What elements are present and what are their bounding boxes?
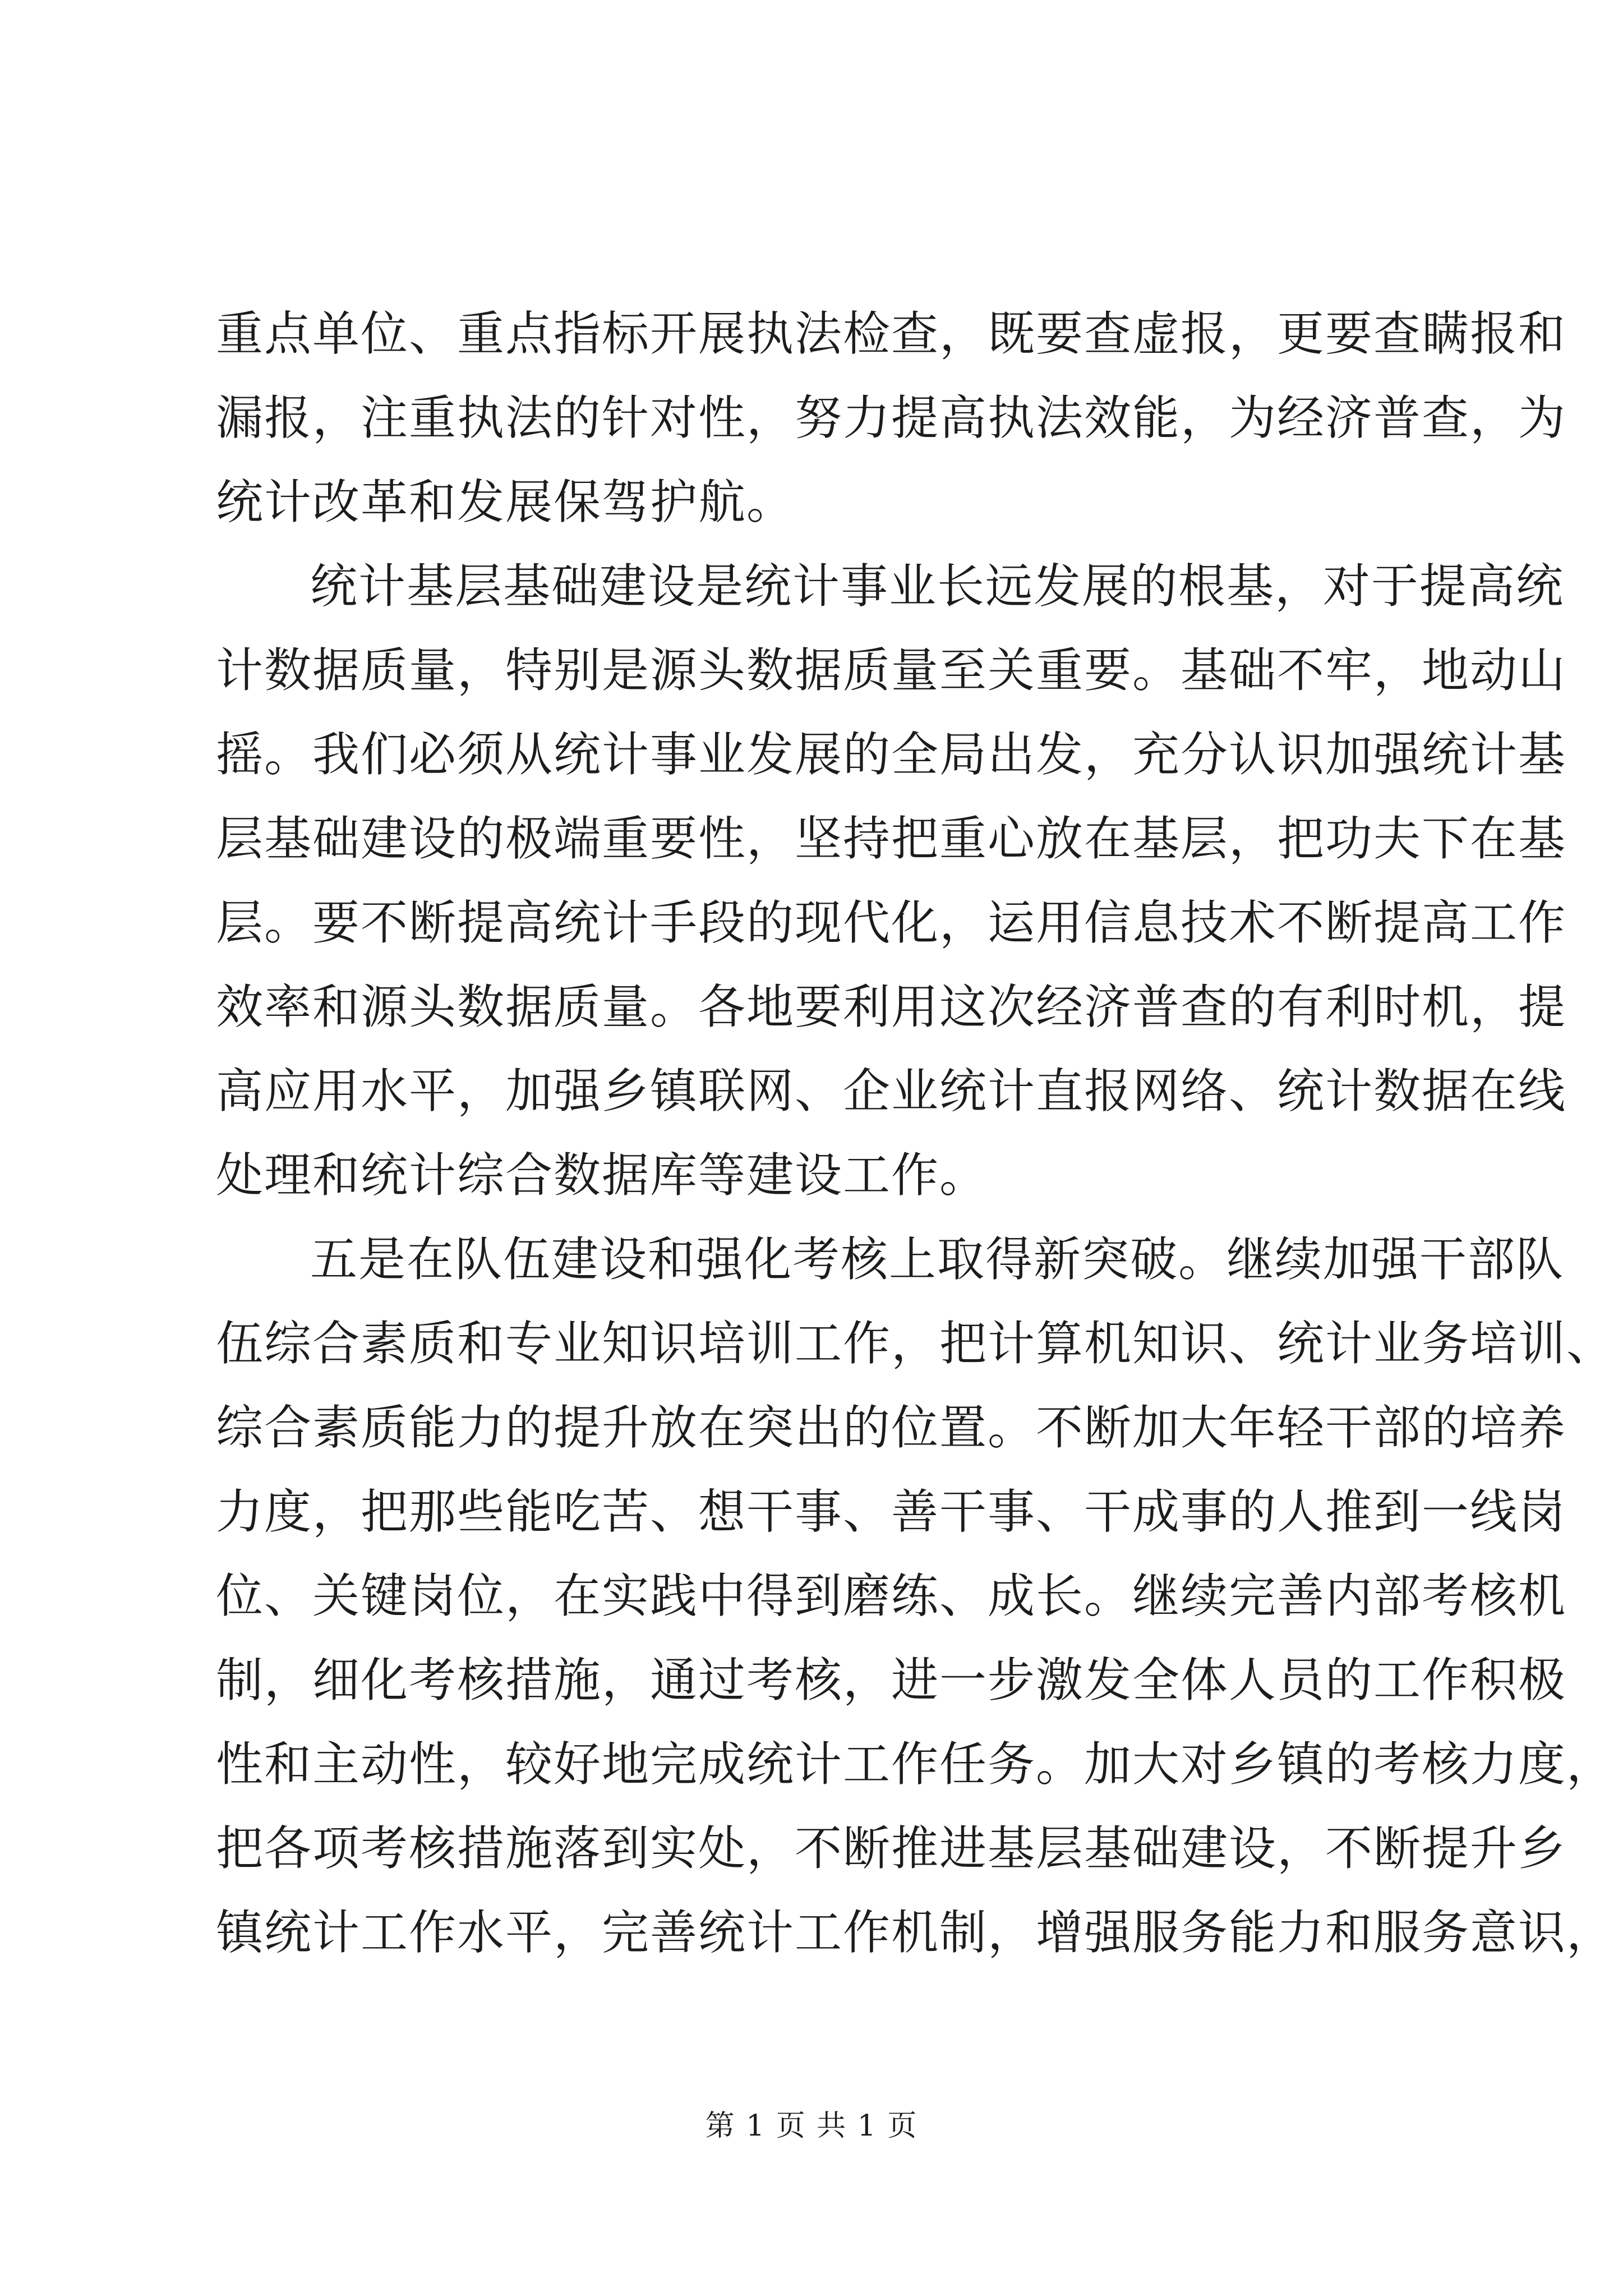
text-line: 摇。我们必须从统计事业发展的全局出发，充分认识加强统计基 [216,727,1567,782]
text-line: 效率和源头数据质量。各地要利用这次经济普查的有利时机，提 [216,979,1567,1034]
text-line: 层基础建设的极端重要性，坚持把重心放在基层，把功夫下在基 [216,811,1567,866]
text-line: 漏报，注重执法的针对性，努力提高执法效能，为经济普查，为 [216,390,1567,445]
text-line: 位、关键岗位，在实践中得到磨练、成长。继续完善内部考核机 [216,1568,1567,1623]
paragraph-1 [216,292,1567,544]
text-line: 层。要不断提高统计手段的现代化，运用信息技术不断提高工作 [216,895,1567,950]
text-line: 重点单位、重点指标开展执法检查，既要查虚报，更要查瞒报和 [216,306,1567,361]
text-line: 统计基层基础建设是统计事业长远发展的根基，对于提高统 [310,559,1565,614]
text-line: 综合素质能力的提升放在突出的位置。不断加大年轻干部的培养 [216,1400,1567,1455]
text-line: 制，细化考核措施，通过考核，进一步激发全体人员的工作积极 [216,1653,1567,1708]
text-line: 力度，把那些能吃苦、想干事、善干事、干成事的人推到一线岗 [216,1484,1567,1539]
paragraph-3 [216,1217,1615,1975]
text-line: 镇统计工作水平，完善统计工作机制，增强服务能力和服务意识， [216,1905,1615,1960]
text-line: 五是在队伍建设和强化考核上取得新突破。继续加强干部队 [310,1232,1565,1287]
document-body [216,292,1615,1975]
text-line: 把各项考核措施落到实处，不断推进基层基础建设，不断提升乡 [216,1821,1567,1876]
text-line: 处理和统计综合数据库等建设工作。 [216,1148,988,1203]
page-footer: 第 1 页 共 1 页 [705,2109,918,2143]
text-line: 统计改革和发展保驾护航。 [216,475,795,530]
text-line: 性和主动性，较好地完成统计工作任务。加大对乡镇的考核力度， [216,1737,1615,1792]
text-line: 高应用水平，加强乡镇联网、企业统计直报网络、统计数据在线 [216,1064,1567,1119]
text-line: 伍综合素质和专业知识培训工作，把计算机知识、统计业务培训、 [216,1316,1615,1371]
paragraph-2 [216,544,1567,1217]
text-line: 计数据质量，特别是源头数据质量至关重要。基础不牢，地动山 [216,643,1567,698]
